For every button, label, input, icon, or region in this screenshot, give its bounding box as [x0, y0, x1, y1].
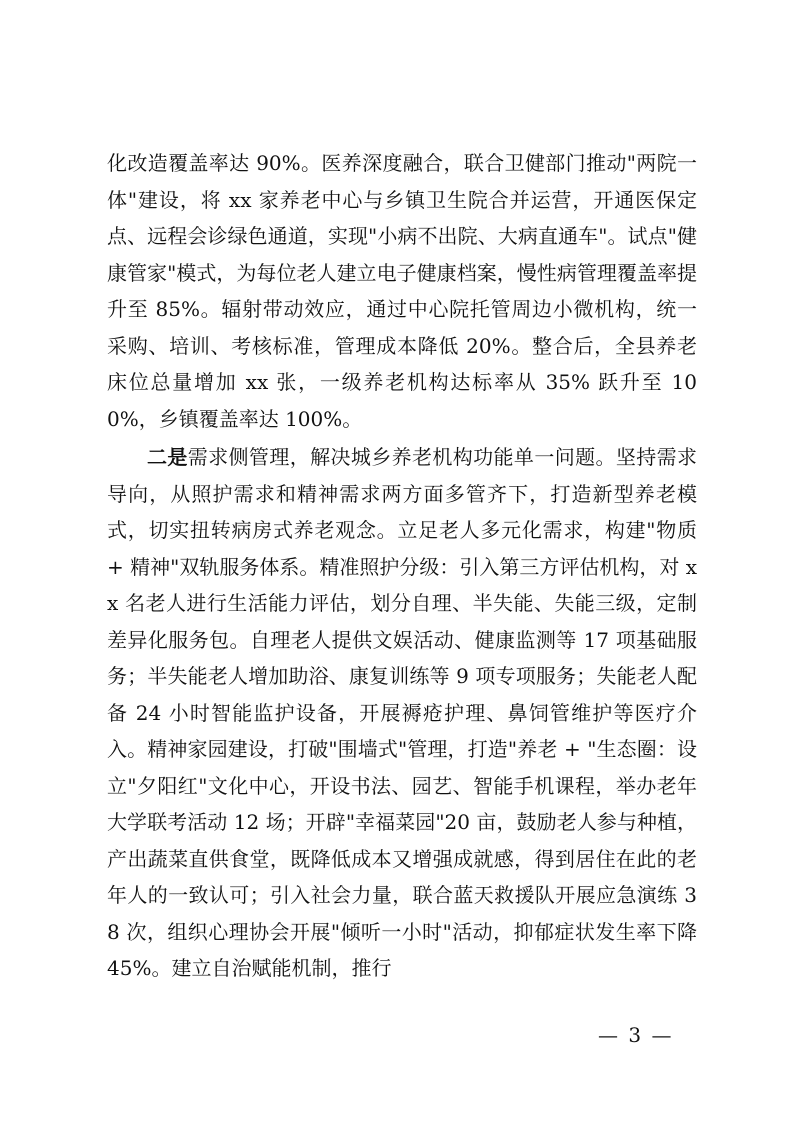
body-text [107, 145, 697, 987]
page-number: — 3 — [598, 1023, 674, 1047]
paragraph-text: 化改造覆盖率达 90%。医养深度融合，联合卫健部门推动"两院一体"建设，将 xx 家养老中心与乡镇卫生院合并运营，开通医保定点、远程会诊绿色通道，实现"小病不出院、大病直通车"。试点"健康管家"模式，为每位老人建立电子健康档案，慢性病管理覆盖率提升至 85%。辐射带动效应，通过中心院托管周边小微机构，统一采购、培训、考核标准，管理成本降低 20%。整合后，全县养老床位总量增加 xx 张，一级养老机构达标率从 35% 跃升至 100%，乡镇覆盖率达 100%。 [107, 151, 697, 431]
paragraph-continuation [107, 145, 697, 437]
paragraph-lead: 二是 [147, 445, 188, 469]
paragraph-demand-side [107, 439, 697, 987]
paragraph-text: 需求侧管理，解决城乡养老机构功能单一问题。坚持需求导向，从照护需求和精神需求两方面多管齐下，打造新型养老模式，切实扭转病房式养老观念。立足老人多元化需求，构建"物质 + 精神"双轨服务体系。精准照护分级：引入第三方评估机构，对 xx 名老人进行生活能力评估，划分自理、半失能、失能三级，定制差异化服务包。自理老人提供文娱活动、健康监测等 17 项基础服务；半失能老人增加助浴、康复训练等 9 项专项服务；失能老人配备 24 小时智能监护设备，开展褥疮护理、鼻饲管维护等医疗介入。精神家园建设，打破"围墙式"管理，打造"养老 + "生态圈：设立"夕阳红"文化中心，开设书法、园艺、智能手机课程，举办老年大学联考活动 12 场；开辟"幸福菜园"20 亩，鼓励老人参与种植，产出蔬菜直供食堂，既降低成本又增强成就感，得到居住在此的老年人的一致认可；引入社会力量，联合蓝天救援队开展应急演练 38 次，组织心理协会开展"倾听一小时"活动，抑郁症状发生率下降 45%。建立自治赋能机制，推行 [107, 445, 698, 980]
